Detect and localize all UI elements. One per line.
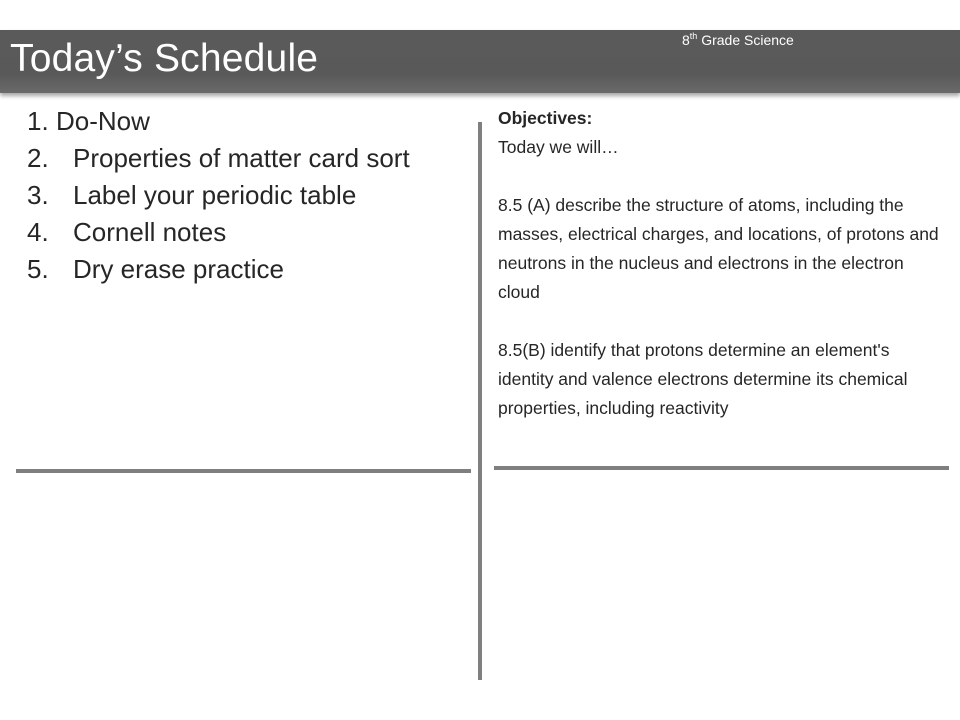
- divider-right: [494, 466, 949, 470]
- divider-left: [16, 469, 471, 473]
- list-item-label: Label your periodic table: [73, 180, 357, 210]
- subject-name: Grade Science: [697, 32, 794, 48]
- list-item: [27, 215, 410, 252]
- subject-grade-suffix: th: [689, 31, 698, 41]
- schedule-list: [27, 104, 410, 289]
- objectives-heading: Objectives:: [498, 108, 593, 128]
- subject-grade-number: 8: [682, 32, 690, 48]
- list-item-number: 2.: [27, 143, 49, 173]
- list-item-number: 4.: [27, 217, 49, 247]
- page-title: Today’s Schedule: [10, 37, 319, 80]
- list-item: [27, 252, 410, 289]
- objective-b: 8.5(B) identify that protons determine an element's identity and valence electrons determine its chemical properties, including reactivity: [498, 340, 908, 418]
- list-item-label: Dry erase practice: [73, 254, 284, 284]
- divider-vertical: [478, 122, 482, 680]
- objectives-panel: [498, 104, 943, 423]
- spacer: [498, 307, 943, 336]
- list-item-label: Properties of matter card sort: [73, 143, 410, 173]
- objectives-intro: Today we will…: [498, 137, 619, 157]
- list-item-number: 5.: [27, 254, 49, 284]
- list-item-number: 3.: [27, 180, 49, 210]
- list-item: [27, 141, 410, 178]
- subject-label: [682, 32, 794, 48]
- list-item-number: 1.: [27, 106, 49, 136]
- list-item-label: Do-Now: [56, 106, 150, 136]
- objective-a: 8.5 (A) describe the structure of atoms, including the masses, electrical charges, and locations, of protons and neutrons in the nucleus and electrons in the electron cloud: [498, 195, 939, 302]
- list-item-label: Cornell notes: [73, 217, 227, 247]
- list-item: [27, 178, 410, 215]
- spacer: [498, 162, 943, 191]
- list-item: [27, 104, 410, 141]
